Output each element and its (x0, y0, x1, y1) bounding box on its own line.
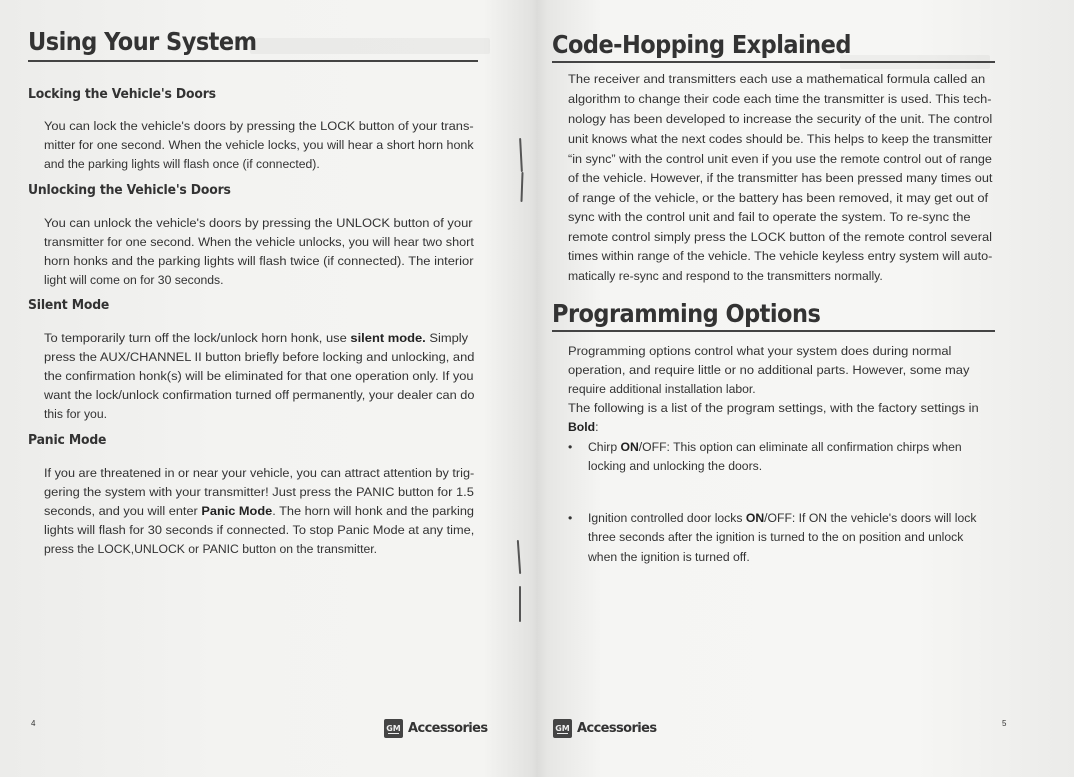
locking-line-3: and the parking lights will flash once (if connected). (44, 157, 320, 171)
code-hopping-line-11: matically re-sync and respond to the transmitters normally. (568, 269, 883, 283)
colon: : (595, 420, 599, 434)
page-number-right: 5 (1002, 719, 1007, 728)
code-hopping-line-1: The receiver and transmitters each use a mathematical formula called an (568, 72, 986, 86)
code-hopping-line-6: of the vehicle. However, if the transmitter has been pressed many times out (568, 171, 993, 185)
option-ignition-line2: three seconds after the ignition is turned to the on position and unlock (588, 530, 964, 545)
silent-mode-term: silent mode. (350, 331, 426, 345)
silent-line-5: this for you. (44, 407, 107, 421)
bullet-icon: • (568, 511, 573, 525)
programming-options-title: Programming Options (552, 299, 821, 328)
locking-line-2: mitter for one second. When the vehicle locks, you will hear a short horn honk (44, 138, 474, 152)
locking-line-1: You can lock the vehicle's doors by pressing the LOCK button of your trans- (44, 119, 474, 133)
option-ignition-a: Ignition controlled door locks (588, 511, 746, 525)
gm-accessories-logo-left (384, 719, 488, 738)
page-number-left: 4 (31, 719, 36, 728)
left-page-title: Using Your System (28, 27, 257, 56)
settings-list-intro-2 (568, 418, 598, 437)
programming-line-2: operation, and require little or no additional parts. However, some may (568, 363, 970, 377)
gm-logo-icon: GM (553, 719, 572, 738)
option-chirp-default: ON (620, 440, 639, 454)
left-page (0, 0, 520, 777)
panic-line-3-a: seconds, and you will enter (44, 504, 202, 518)
gm-logo-icon: GM (384, 719, 403, 738)
option-chirp-line2: locking and unlocking the doors. (588, 459, 763, 474)
options-list (568, 438, 992, 477)
title-rule (552, 330, 995, 332)
code-hopping-title: Code-Hopping Explained (552, 30, 851, 59)
silent-line-1-b: Simply (425, 331, 469, 345)
section-heading-locking: Locking the Vehicle's Doors (28, 86, 216, 102)
panic-line-2: gering the system with your transmitter! Just press the PANIC button for 1.5 (44, 485, 474, 499)
unlocking-line-4: light will come on for 30 seconds. (44, 273, 224, 287)
options-list-2 (568, 509, 992, 567)
option-ignition-default: ON (745, 511, 765, 525)
code-hopping-line-8: sync with the control unit and fail to operate the system. To re-sync the (568, 210, 971, 224)
option-chirp-b: /OFF: This option can eliminate all confirmation chirps when (638, 440, 962, 454)
settings-list-intro: The following is a list of the program settings, with the factory settings in (568, 401, 979, 415)
programming-line-1: Programming options control what your system does during normal (568, 344, 952, 358)
gm-accessories-logo-right (553, 719, 657, 738)
silent-line-2: press the AUX/CHANNEL II button briefly before locking and unlocking, and (44, 350, 475, 364)
unlocking-line-3: horn honks and the parking lights will flash twice (if connected). The interior (44, 254, 474, 268)
silent-line-1-a: To temporarily turn off the lock/unlock horn honk, use (44, 331, 351, 345)
code-hopping-line-4: unit knows what the next codes should be. This helps to keep the transmitter (568, 132, 993, 146)
code-hopping-line-10: times within range of the vehicle. The vehicle keyless entry system will auto- (568, 249, 993, 263)
code-hopping-line-5: “in sync” with the control unit even if you use the remote control out of range (568, 152, 992, 166)
option-ignition-locks (568, 509, 992, 567)
option-chirp (568, 438, 992, 477)
unlocking-line-2: transmitter for one second. When the vehicle unlocks, you will hear two short (44, 235, 474, 249)
panic-line-3-b: . The horn will honk and the parking (272, 504, 475, 518)
code-hopping-line-9: remote control simply press the LOCK button of the remote control several (568, 230, 993, 244)
bold-keyword: Bold (568, 420, 596, 434)
silent-line-4: want the lock/unlock confirmation turned off permanently, your dealer can do (44, 388, 475, 402)
bullet-icon: • (568, 440, 573, 454)
section-heading-panic-mode: Panic Mode (28, 432, 107, 448)
panic-line-5: press the LOCK,UNLOCK or PANIC button on the transmitter. (44, 542, 378, 556)
silent-line-1 (44, 329, 468, 348)
panic-mode-term: Panic Mode (201, 504, 273, 518)
code-hopping-line-7: of range of the vehicle, or the battery has been removed, it may get out of (568, 191, 989, 205)
unlocking-line-1: You can unlock the vehicle's doors by pressing the UNLOCK button of your (44, 216, 473, 230)
right-page (520, 0, 1074, 777)
option-ignition-line3: when the ignition is turned off. (588, 549, 750, 564)
programming-line-3: require additional installation labor. (568, 382, 756, 396)
code-hopping-line-3: nology has been developed to increase the security of the unit. The control (568, 112, 993, 126)
silent-line-3: the confirmation honk(s) will be eliminated for that one operation only. If you (44, 369, 474, 383)
accessories-label: Accessories (408, 721, 488, 736)
panic-line-4: lights will flash for 30 seconds if connected. To stop Panic Mode at any time, (44, 523, 475, 537)
section-heading-silent-mode: Silent Mode (28, 297, 110, 313)
title-rule (552, 61, 995, 63)
accessories-label: Accessories (577, 721, 657, 736)
code-hopping-line-2: algorithm to change their code each time the transmitter is used. This tech- (568, 92, 992, 106)
option-ignition-b: /OFF: If ON the vehicle's doors will lock (764, 511, 977, 525)
option-chirp-a: Chirp (588, 440, 621, 454)
section-heading-unlocking: Unlocking the Vehicle's Doors (28, 182, 231, 198)
panic-line-3 (44, 502, 474, 521)
panic-line-1: If you are threatened in or near your vehicle, you can attract attention by trig- (44, 466, 475, 480)
title-rule (28, 60, 478, 62)
